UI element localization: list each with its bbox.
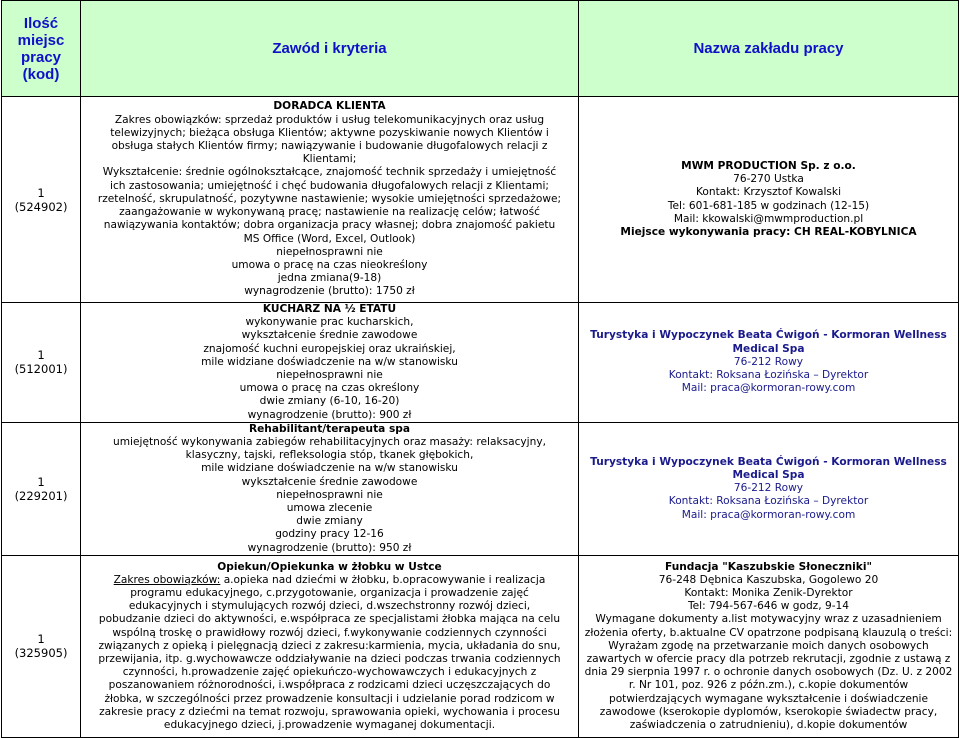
offer-line: dwie zmiany: [296, 515, 363, 528]
offer-employer-cell: [579, 97, 959, 303]
employer-line: dnia 29 sierpnia 1997 r. o ochronie danych osobowych (Dz. U. z 2002: [584, 666, 953, 679]
offer-line: niepełnosprawni nie: [276, 369, 383, 382]
offer-line: nawiązywania kontaktów; dobra organizacja pracy własnej; dobra znajomość pakietu: [103, 219, 556, 232]
employer-line: Tel: 794-567-646 w godz, 9-14: [687, 600, 850, 613]
offer-line: umiejętność wykonywania zabiegów rehabilitacyjnych oraz masaży: relaksacyjny,: [113, 436, 546, 449]
employer-name: Turystyka i Wypoczynek Beata Ćwigoń - Kormoran Wellness Medical Spa: [590, 455, 947, 482]
offer-line: rzetelność, skrupulatność, pozytywne nastawienie; wysokie umiejętności sprzedażowe;: [97, 192, 562, 205]
employer-line: Kontakt: Roksana Łozińska – Dyrektor: [668, 495, 869, 508]
employer-line: zawodowe (kserokopie dyplomów, kserokopie świadectw pracy,: [599, 705, 938, 718]
table-header-row: [2, 1, 959, 97]
employer-line: Kontakt: Monika Zenik-Dyrektor: [684, 586, 853, 599]
offer-line: wykształcenie średnie zawodowe: [241, 475, 418, 488]
offer-count: 1: [37, 632, 45, 647]
employer-workplace: Miejsce wykonywania pracy: CH REAL-KOBYLNICA: [620, 225, 917, 238]
employer-line: zawartych w ofercie pracy dla potrzeb rekrutacji, zgodnie z ustawą z: [586, 652, 951, 665]
offer-line: Wykształcenie: średnie ogólnokształcące, znajomość technik sprzedaży i umiejętność: [102, 166, 557, 179]
employer-line: Kontakt: Krzysztof Kowalski: [695, 186, 842, 199]
employer-line: Tel: 601-681-185 w godzinach (12-15): [667, 199, 870, 212]
employer-line: Wyrażam zgodę na przetwarzanie moich danych osobowych: [608, 639, 929, 652]
offer-employer-cell: [579, 555, 959, 737]
offer-line: ich zastosowania; umiejętność i chęć budowania długofalowych relacji z Klientami;: [110, 179, 549, 192]
offer-line: programu edukacyjnego, c.przygotowanie, organizacja i prowadzenie zajęć: [130, 586, 529, 599]
offer-line: umowa zlecenie: [286, 502, 373, 515]
offer-line: niepełnosprawni nie: [276, 488, 383, 501]
offer-code: (229201): [14, 488, 68, 503]
offer-title: DORADCA KLIENTA: [273, 100, 386, 113]
offer-line: poszanowaniem różnorodności, i.współpraca z rodzicami dzieci uczęszczających do: [108, 679, 551, 692]
table-row: [2, 555, 959, 737]
table-row: [2, 97, 959, 303]
offer-employer-cell: [579, 422, 959, 555]
offer-count: 1: [37, 185, 45, 200]
employer-line: Wymagane dokumenty a.list motywacyjny wraz z uzasadnieniem: [595, 613, 942, 626]
offer-title: Opiekun/Opiekunka w żłobku w Ustce: [217, 560, 442, 573]
offer-scope-label: Zakres obowiązków:: [113, 573, 221, 586]
employer-line: r. Nr 101, poz. 926 z późn.zm.), c.kopie dokumentów: [628, 679, 909, 692]
offer-count-cell: [2, 303, 81, 423]
employer-line: Kontakt: Roksana Łozińska – Dyrektor: [668, 369, 869, 382]
offer-count: 1: [37, 474, 45, 489]
offer-line: obsługa stałych Klientów firmy; nawiązywanie i budowanie długofalowych relacji z: [111, 140, 548, 153]
offer-line: dwie zmiany (6-10, 16-20): [259, 395, 400, 408]
offer-line: MS Office (Word, Excel, Outlook): [243, 232, 416, 245]
offer-line: zakresie pracy z dziećmi na temat rozwoju, sprawowania opieki, wychowania i procesu: [99, 705, 560, 718]
offer-code: (325905): [14, 646, 68, 661]
offer-line: umowa o pracę na czas określony: [239, 382, 420, 395]
offer-line: wykształcenie średnie zawodowe: [241, 329, 418, 342]
header-quantity-line: miejsc: [17, 31, 65, 49]
offer-salary: wynagrodzenie (brutto): 900 zł: [247, 408, 412, 421]
employer-name: Turystyka i Wypoczynek Beata Ćwigoń - Kormoran Wellness Medical Spa: [590, 329, 947, 355]
offer-line: czynności, h.prowadzenie zajęć opiekuńczo-wychowawczych i edukacyjnych z: [122, 666, 537, 679]
offer-line: edukacyjnych i stymulujących rozwój dzieci, d.wszechstronny rozwój dzieci,: [128, 600, 531, 613]
offer-line: mile widziane doświadczenie na w/w stanowisku: [201, 462, 458, 475]
offer-line: klasyczny, tajski, refleksologia stóp, tkanek głębokich,: [185, 449, 474, 462]
employer-line: 76-270 Ustka: [733, 173, 804, 186]
offer-count-cell: [2, 555, 81, 737]
employer-line: 76-212 Rowy: [733, 355, 804, 368]
offer-description-cell: [81, 555, 579, 737]
offer-line: zaangażowanie w wykonywaną pracę; nastawienie na realizację celów; łatwość: [119, 206, 540, 219]
offer-count: 1: [37, 348, 45, 363]
offer-line: niepełnosprawni nie: [276, 245, 383, 258]
offer-line: wykonywanie prac kucharskich,: [245, 316, 414, 329]
employer-email[interactable]: Mail: praca@kormoran-rowy.com: [681, 508, 856, 521]
offer-line: telewizyjnych; bieżąca obsługa Klientów; aktywne pozyskiwanie nowych Klientów i: [110, 126, 549, 139]
employer-line: potwierdzających wymagane wykształcenie i doświadczenie: [608, 692, 929, 705]
offer-line: pobudzanie dzieci do aktywności, e.współpraca ze specjalistami żłobka mająca na celu: [98, 613, 561, 626]
header-quantity-line: pracy: [20, 48, 62, 66]
employer-email[interactable]: Mail: kkowalski@mwmproduction.pl: [673, 212, 864, 225]
offer-salary: wynagrodzenie (brutto): 950 zł: [247, 541, 412, 554]
offer-employer-cell: [579, 303, 959, 423]
offer-line: umowa o pracę na czas nieokreślony: [231, 258, 428, 271]
offer-line: przewijania, itp. g.wychowawcze oddziaływanie na dzieci podczas trwania codziennych: [98, 652, 561, 665]
offer-code: (512001): [14, 362, 68, 377]
offer-line: edukacyjnego dzieci, j.prowadzenie wymaganej dokumentacji.: [163, 718, 496, 731]
table-row: [2, 303, 959, 423]
offer-line: godziny pracy 12-16: [275, 528, 384, 541]
offer-code: (524902): [14, 199, 68, 214]
header-quantity-line: Ilość: [23, 14, 59, 32]
offer-scope-first-line: [81, 574, 578, 587]
offer-scope-text: a.opieka nad dziećmi w żłobku, b.opracowywanie i realizacja: [220, 573, 546, 586]
employer-line: 76-212 Rowy: [733, 482, 804, 495]
offer-salary: wynagrodzenie (brutto): 1750 zł: [244, 285, 415, 298]
offer-title: KUCHARZ NA ½ ETATU: [262, 303, 397, 315]
job-offers-table: [1, 0, 959, 738]
header-employer: Nazwa zakładu pracy: [579, 1, 959, 97]
offer-count-cell: [2, 422, 81, 555]
employer-line: 76-248 Dębnica Kaszubska, Gogolewo 20: [658, 573, 879, 586]
employer-line: zaświadczenia o zatrudnieniu), d.kopie dokumentów: [629, 718, 908, 731]
table-row: [2, 422, 959, 555]
header-quantity: [2, 1, 81, 97]
offer-description-cell: [81, 303, 579, 423]
offer-line: Klientami;: [302, 153, 357, 166]
offer-line: związanych z opieką i pielęgnacją dzieci z zakresu:karmienia, mycia, układania do snu,: [98, 639, 561, 652]
employer-email[interactable]: Mail: praca@kormoran-rowy.com: [681, 382, 856, 395]
offer-line: żłobka, w szczególności przez prowadzenie konsultacji i udzielanie porad rodzicom w: [104, 692, 555, 705]
offer-line: Zakres obowiązków: sprzedaż produktów i usług telekomunikacyjnych oraz usług: [114, 113, 545, 126]
employer-name: Fundacja "Kaszubskie Słoneczniki": [665, 560, 872, 573]
offer-line: jedna zmiana(9-18): [277, 272, 382, 285]
employer-line: złożenia oferty, b.aktualne CV opatrzone podpisaną klauzulą o treści:: [584, 626, 953, 639]
offer-description-cell: [81, 422, 579, 555]
offer-description-cell: [81, 97, 579, 303]
employer-name: MWM PRODUCTION Sp. z o.o.: [681, 159, 856, 172]
offer-line: znajomość kuchni europejskiej oraz ukraińskiej,: [203, 342, 456, 355]
offer-count-cell: [2, 97, 81, 303]
header-quantity-line: (kod): [22, 65, 60, 83]
header-occupation: Zawód i kryteria: [81, 1, 579, 97]
offer-line: mile widziane doświadczenie na w/w stanowisku: [201, 355, 458, 368]
offer-line: wspólną troskę o prawidłowy rozwój dzieci, f.wykonywanie codziennych czynności: [112, 626, 547, 639]
offer-title: Rehabilitant/terapeuta spa: [248, 422, 411, 435]
